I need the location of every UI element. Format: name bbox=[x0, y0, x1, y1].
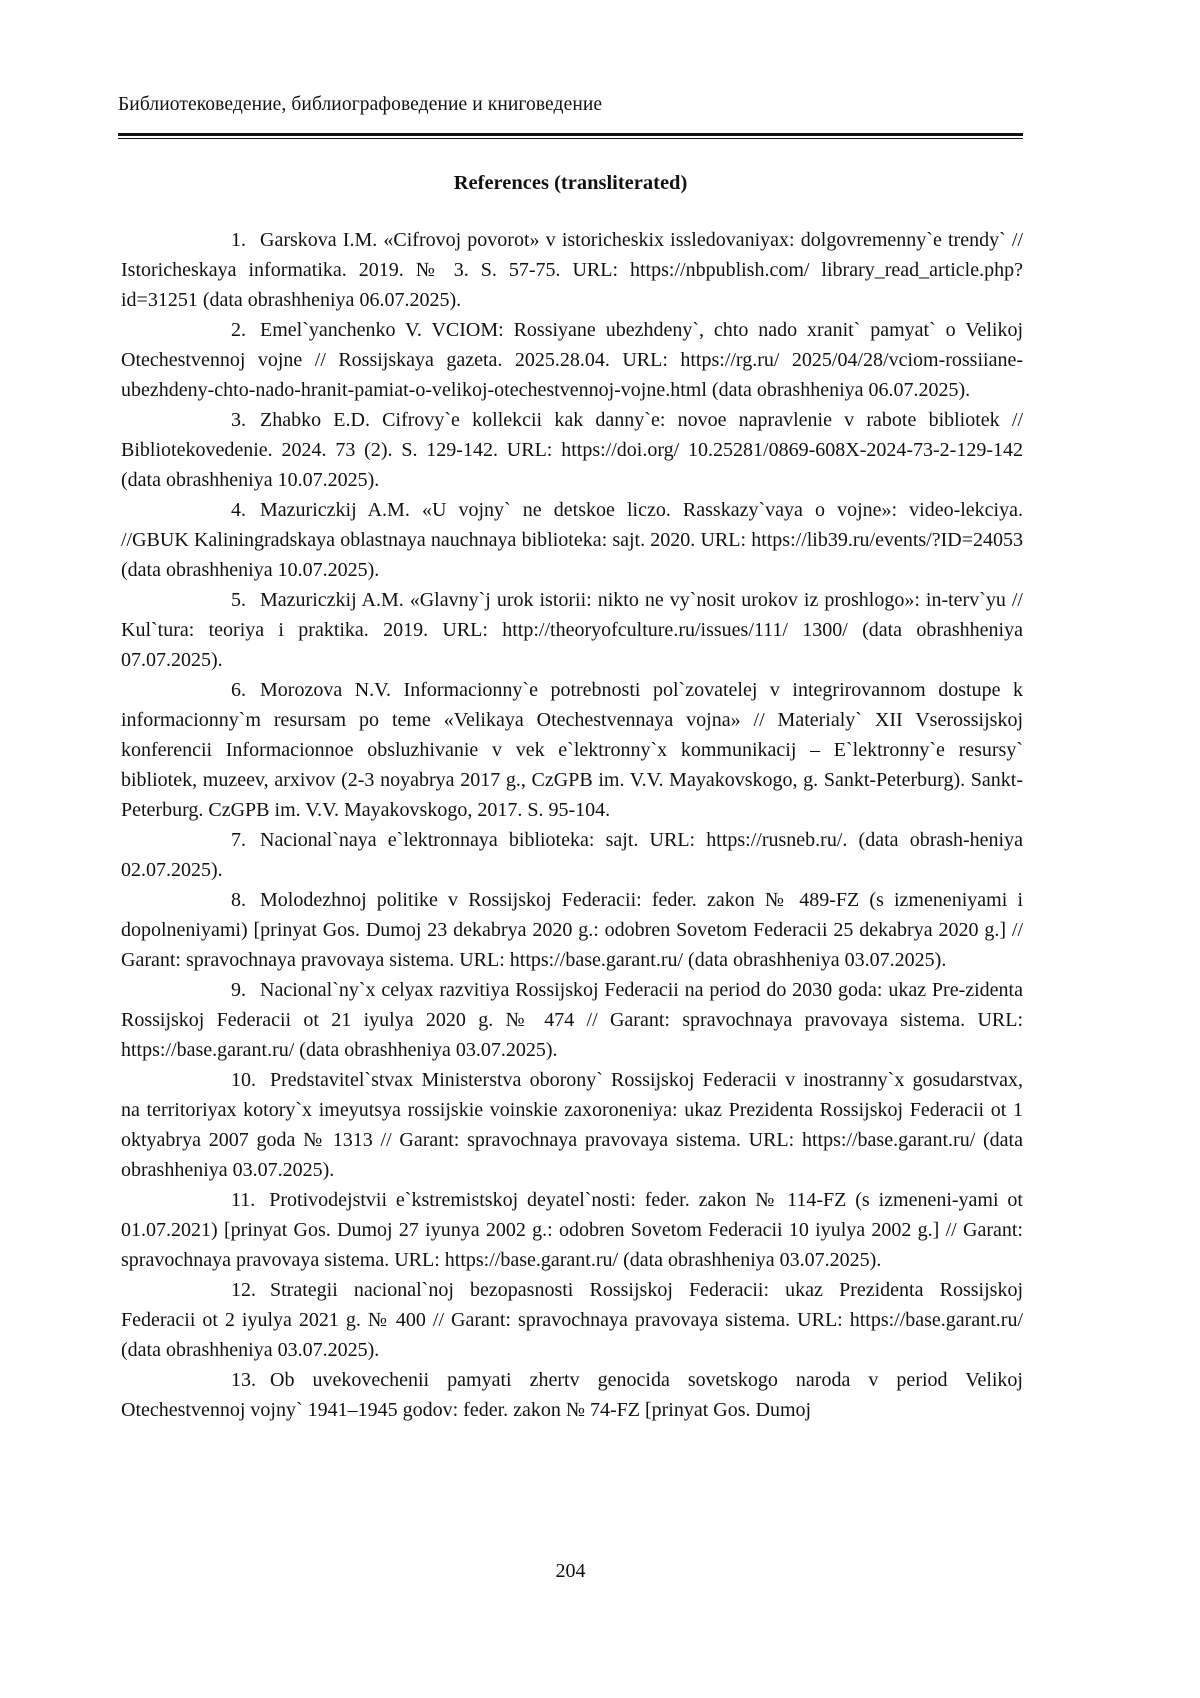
reference-text: Predstavitel`stvax Ministerstva oborony` Rossijskoj Federacii v inostranny`x gosudarstvax, na territoriyax kotory`x imeyutsya rossijskie voinskie zaxoroneniya: ukaz Prezidenta Rossijskoj Federacii ot 1 oktyabrya 2007 goda № 1313 // Garant: spravochnaya pravovaya sistema. URL: https://base.garant.ru/ (data obrashheniya 03.07.2025). bbox=[121, 1069, 1023, 1181]
reference-item-2 bbox=[121, 315, 1023, 405]
reference-item-10 bbox=[121, 1065, 1023, 1185]
reference-number: 3. bbox=[231, 409, 246, 431]
reference-text: Protivodejstvii e`kstremistskoj deyatel`nosti: feder. zakon № 114-FZ (s izmeneni-yami ot 01.07.2021) [prinyat Gos. Dumoj 27 iyunya 2002 g.: odobren Sovetom Federacii 10 iyulya 2002 g.] // Garant: spravochnaya pravovaya sistema. URL: https://base.garant.ru/ (data obrashheniya 03.07.2025). bbox=[121, 1189, 1023, 1271]
reference-item-1 bbox=[121, 225, 1023, 315]
reference-number: 12. bbox=[231, 1279, 256, 1301]
reference-number: 9. bbox=[231, 979, 246, 1001]
reference-item-9 bbox=[121, 975, 1023, 1065]
reference-text: Ob uvekovechenii pamyati zhertv genocida sovetskogo naroda v period Velikoj Otechestvennoj vojny` 1941–1945 godov: feder. zakon № 74-FZ [prinyat Gos. Dumoj bbox=[121, 1369, 1023, 1421]
reference-text: Morozova N.V. Informacionny`e potrebnosti pol`zovatelej v integrirovannom dostupe k informacionny`m resursam po teme «Velikaya Otechestvennaya vojna» // Materialy` XII Vserossijskoj konferencii Informacionnoe obsluzhivanie v vek e`lektronny`x kommunikacij – E`lektronny`e resursy` bibliotek, muzeev, arxivov (2-3 noyabrya 2017 g., CzGPB im. V.V. Mayakovskogo, g. Sankt-Peterburg). Sankt-Peterburg. CzGPB im. V.V. Mayakovskogo, 2017. S. 95-104. bbox=[121, 679, 1023, 821]
reference-item-8 bbox=[121, 885, 1023, 975]
header-double-rule bbox=[118, 133, 1023, 139]
reference-item-3 bbox=[121, 405, 1023, 495]
reference-number: 13. bbox=[231, 1369, 256, 1391]
reference-item-5 bbox=[121, 585, 1023, 675]
section-title: References (transliterated) bbox=[453, 172, 688, 194]
reference-item-6 bbox=[121, 675, 1023, 825]
reference-item-13 bbox=[121, 1365, 1023, 1425]
reference-number: 1. bbox=[231, 229, 246, 251]
reference-number: 6. bbox=[231, 679, 246, 701]
reference-text: Nacional`naya e`lektronnaya biblioteka: sajt. URL: https://rusneb.ru/. (data obrash-heniya 02.07.2025). bbox=[121, 829, 1023, 881]
reference-text: Zhabko E.D. Cifrovy`e kollekcii kak danny`e: novoe napravlenie v rabote bibliotek // Bibliotekovedenie. 2024. 73 (2). S. 129-142. URL: https://doi.org/ 10.25281/0869-608X-2024-73-2-129-142 (data obrashheniya 10.07.2025). bbox=[121, 409, 1023, 491]
reference-item-7 bbox=[121, 825, 1023, 885]
reference-text: Garskova I.M. «Cifrovoj povorot» v istoricheskix issledovaniyax: dolgovremenny`e trendy` // Istoricheskaya informatika. 2019. № 3. S. 57-75. URL: https://nbpublish.com/ library_read_article.php?id=31251 (data obrashheniya 06.07.2025). bbox=[121, 229, 1023, 311]
reference-number: 11. bbox=[231, 1189, 256, 1211]
reference-number: 5. bbox=[231, 589, 246, 611]
page-number: 204 bbox=[555, 1560, 586, 1582]
reference-text: Nacional`ny`x celyax razvitiya Rossijskoj Federacii na period do 2030 goda: ukaz Pre-zidenta Rossijskoj Federacii ot 21 iyulya 2020 g. № 474 // Garant: spravochnaya pravovaya sistema. URL: https://base.garant.ru/ (data obrashheniya 03.07.2025). bbox=[121, 979, 1023, 1061]
reference-number: 4. bbox=[231, 499, 246, 521]
reference-item-11 bbox=[121, 1185, 1023, 1275]
running-header: Библиотековедение, библиографоведение и книговедение bbox=[118, 94, 603, 115]
reference-text: Mazuriczkij A.M. «U vojny` ne detskoe liczo. Rasskazy`vaya o vojne»: video-lekciya. //GBUK Kaliningradskaya oblastnaya nauchnaya biblioteka: sajt. 2020. URL: https://lib39.ru/events/?ID=24053 (data obrashheniya 10.07.2025). bbox=[121, 499, 1023, 581]
reference-number: 8. bbox=[231, 889, 246, 911]
reference-number: 2. bbox=[231, 319, 246, 341]
reference-list bbox=[121, 225, 1023, 1425]
reference-number: 7. bbox=[231, 829, 246, 851]
reference-text: Strategii nacional`noj bezopasnosti Rossijskoj Federacii: ukaz Prezidenta Rossijskoj Federacii ot 2 iyulya 2021 g. № 400 // Garant: spravochnaya pravovaya sistema. URL: https://base.garant.ru/ (data obrashheniya 03.07.2025). bbox=[121, 1279, 1023, 1361]
reference-text: Mazuriczkij A.M. «Glavny`j urok istorii: nikto ne vy`nosit urokov iz proshlogo»: in-terv`yu // Kul`tura: teoriya i praktika. 2019. URL: http://theoryofculture.ru/issues/111/ 1300/ (data obrashheniya 07.07.2025). bbox=[121, 589, 1023, 671]
reference-item-12 bbox=[121, 1275, 1023, 1365]
reference-number: 10. bbox=[231, 1069, 256, 1091]
reference-item-4 bbox=[121, 495, 1023, 585]
reference-text: Emel`yanchenko V. VCIOM: Rossiyane ubezhdeny`, chto nado xranit` pamyat` o Velikoj Otechestvennoj vojne // Rossijskaya gazeta. 2025.28.04. URL: https://rg.ru/ 2025/04/28/vciom-rossiiane-ubezhdeny-chto-nado-hranit-pamiat-o-velikoj-otechestvennoj-vojne.html (data obrashheniya 06.07.2025). bbox=[121, 319, 1023, 401]
reference-text: Molodezhnoj politike v Rossijskoj Federacii: feder. zakon № 489-FZ (s izmeneniyami i dopolneniyami) [prinyat Gos. Dumoj 23 dekabrya 2020 g.: odobren Sovetom Federacii 25 dekabrya 2020 g.] // Garant: spravochnaya pravovaya sistema. URL: https://base.garant.ru/ (data obrashheniya 03.07.2025). bbox=[121, 889, 1023, 971]
